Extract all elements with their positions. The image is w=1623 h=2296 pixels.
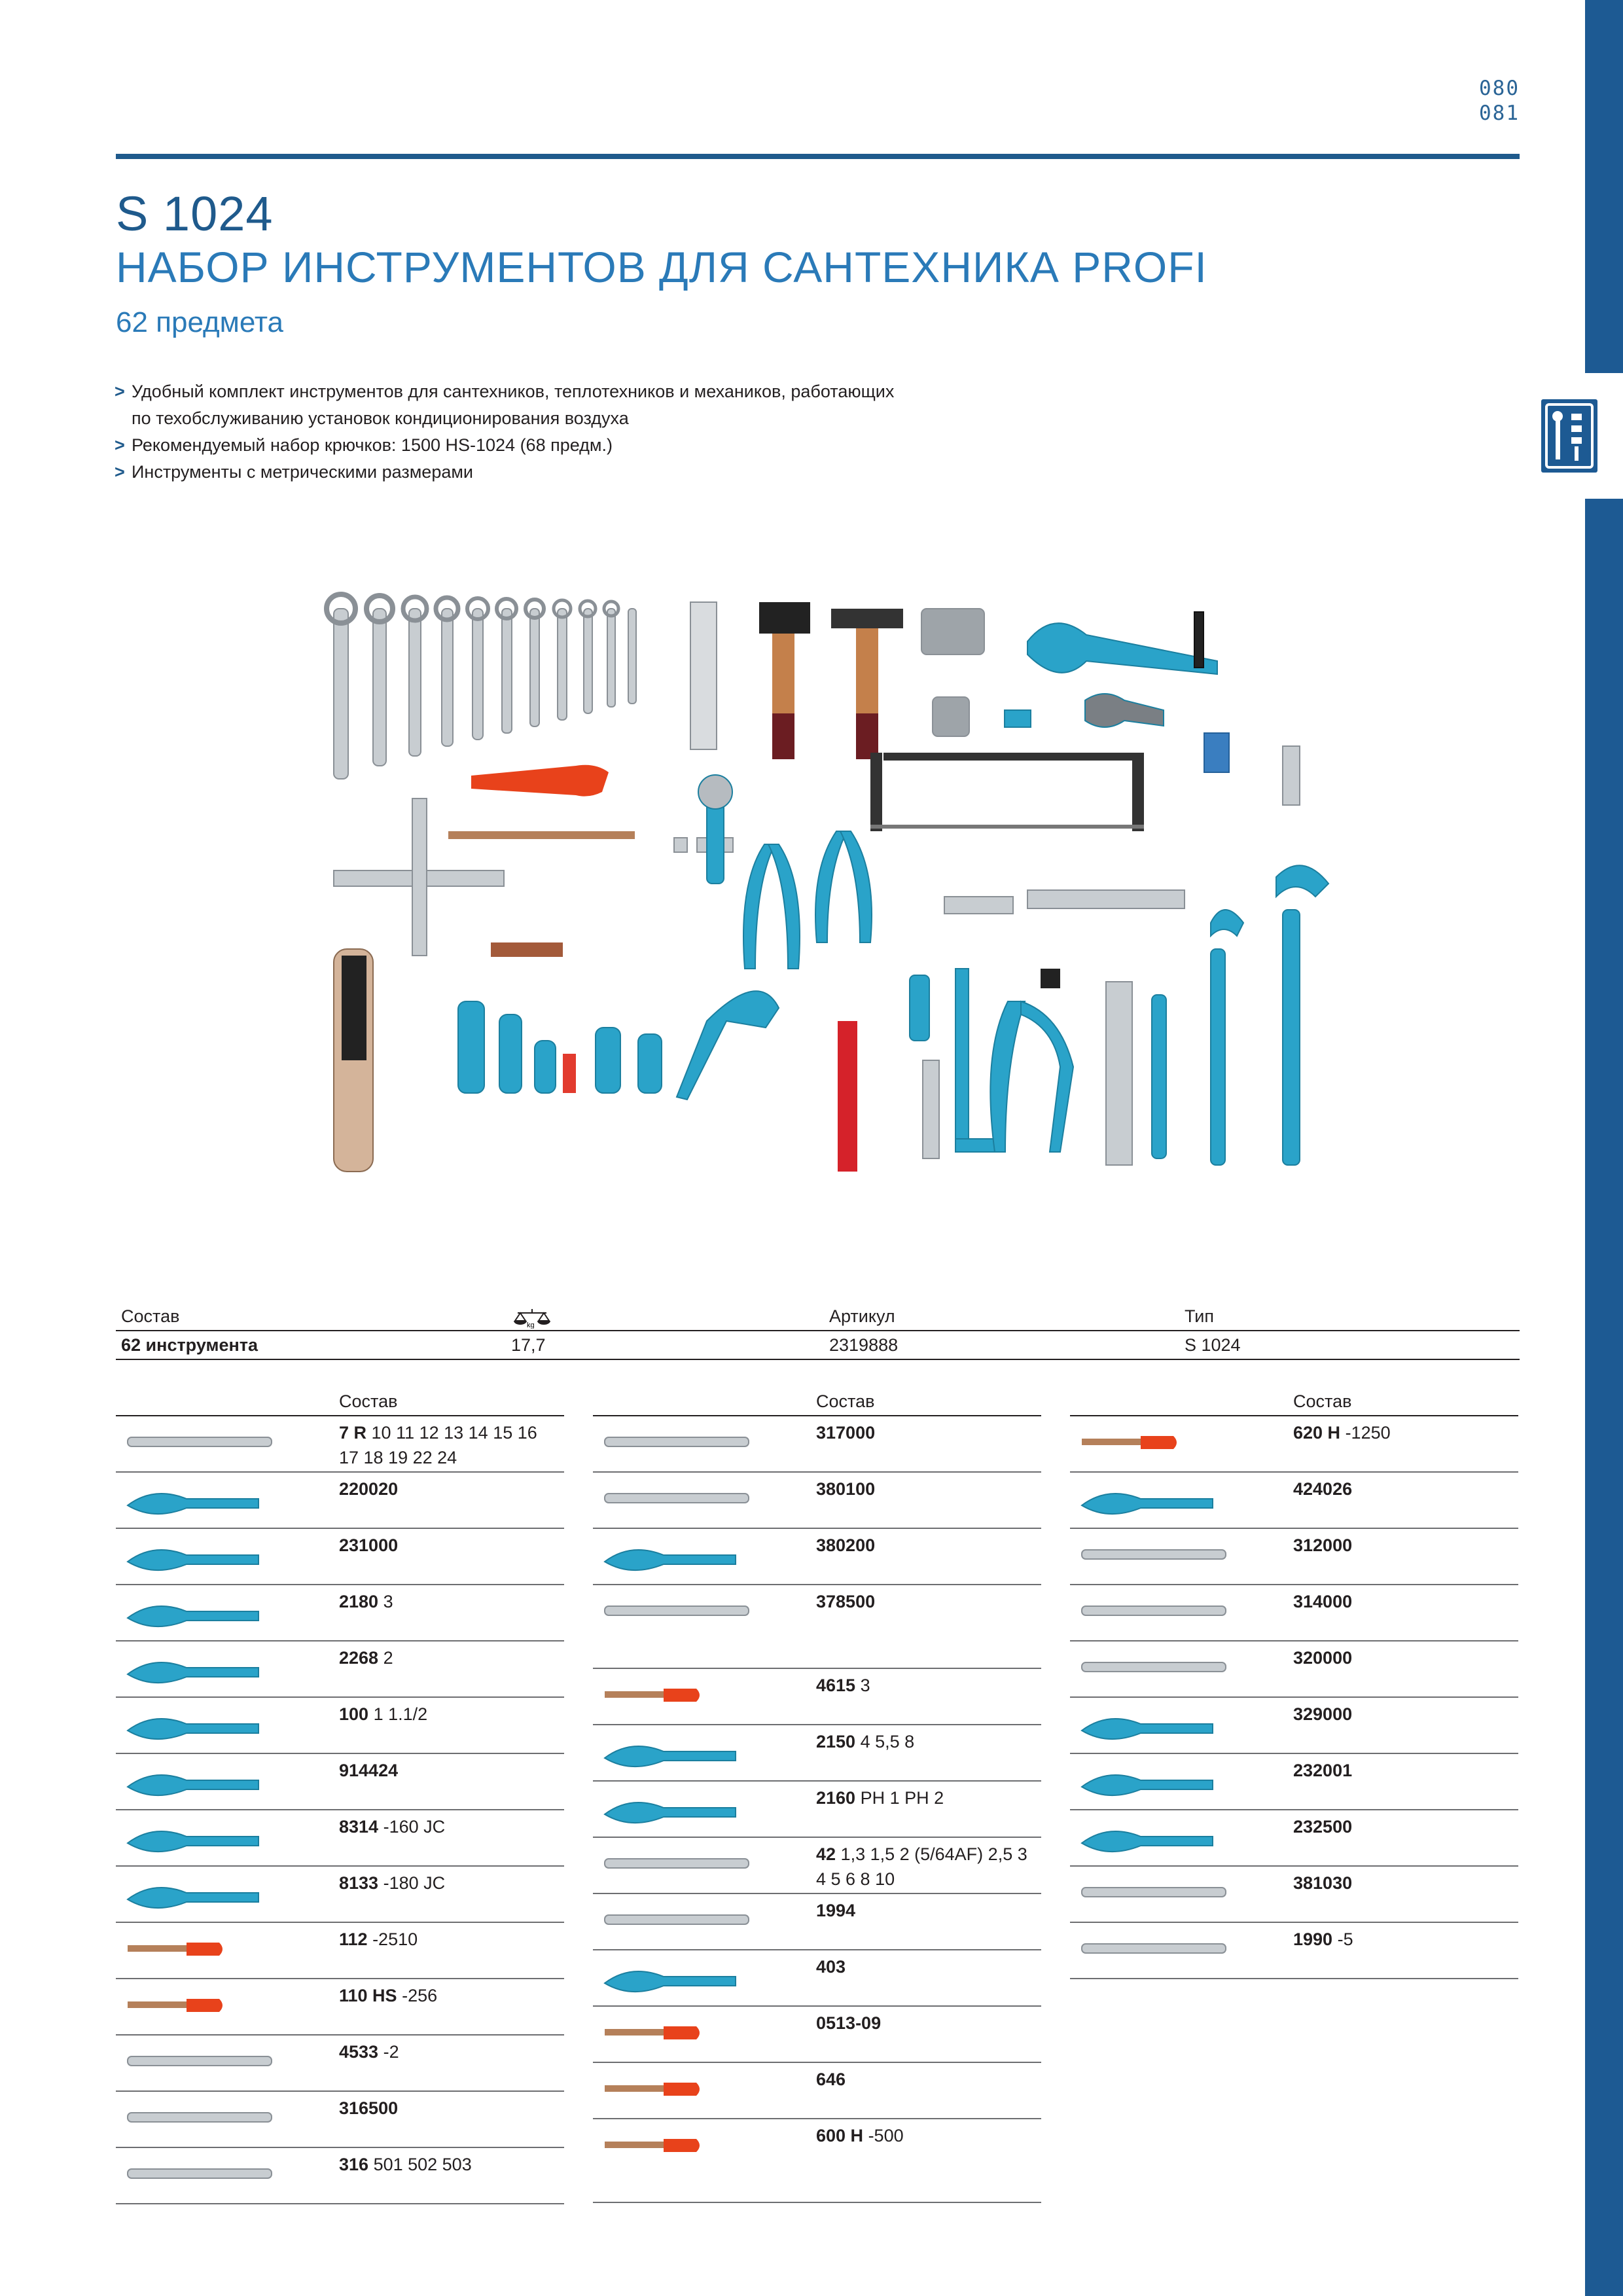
socket-set-icon [121,2098,285,2138]
needle-nose-pliers-icon [121,1873,285,1912]
composition-column-3 [1070,1388,1518,1979]
item-code-bold: 0513-09 [816,2013,882,2033]
item-code [1293,1589,1516,1614]
item-code-sizes: -5 [1332,1929,1353,1949]
item-code-sizes: -500 [863,2126,904,2145]
item-code [1293,1645,1516,1670]
item-code-bold: 2180 [339,1592,379,1611]
item-code [816,1954,1039,1979]
item-code-bold: 378500 [816,1592,876,1611]
composition-item [1070,1585,1518,1641]
item-code-bold: 316 [339,2155,369,2174]
item-code-bold: 231000 [339,1535,399,1555]
header-type: Тип [1185,1306,1215,1326]
composition-item [593,1529,1041,1585]
item-code-bold: 42 [816,1844,836,1864]
composition-item [116,1585,564,1641]
product-code: S 1024 [116,187,274,241]
ratchet-wrench-icon [121,1423,285,1462]
item-code [339,1814,562,1839]
item-code [816,1785,1039,1810]
composition-item [116,1754,564,1810]
composition-item [1070,1754,1518,1810]
item-code [816,1898,1039,1923]
item-code-sizes: PH 1 PH 2 [855,1788,944,1808]
item-code-bold: 1990 [1293,1929,1333,1949]
item-code [339,1533,562,1558]
item-code [1293,1477,1516,1501]
item-code [816,1673,1039,1698]
composition-header [1070,1388,1518,1416]
page-number-right: 081 [1479,101,1520,125]
item-code-bold: 320000 [1293,1648,1353,1668]
item-code-bold: 232001 [1293,1761,1353,1780]
composition-item [1070,1698,1518,1754]
item-code [1293,1927,1516,1952]
item-code [339,2152,562,2177]
adjustable-wrench-icon [1075,1648,1239,1687]
composition-column-1 [116,1388,564,2204]
item-code-bold: 646 [816,2070,846,2089]
punch-icon [121,1929,285,1969]
composition-item [116,2092,564,2148]
weight-kg-icon [514,1306,550,1333]
pipe-reamer-icon [1075,1592,1239,1631]
composition-item [593,2007,1041,2063]
item-code [816,1589,1039,1614]
composition-header [116,1388,564,1416]
item-code [1293,1758,1516,1783]
composition-item [593,1950,1041,2007]
item-code [339,1983,562,2008]
sidebar-band-top [1585,0,1623,373]
item-code-bold: 232500 [1293,1817,1353,1837]
feature-item: > Рекомендуемый набор крючков: 1500 HS-1024 (68 предм.) [115,432,900,459]
composition-item [593,1669,1041,1725]
composition-item [1070,1529,1518,1585]
item-code-sizes: 10 11 12 13 14 15 16 17 18 19 22 24 [339,1423,537,1467]
item-code-sizes: -2 [378,2042,399,2062]
composition-item [116,2036,564,2092]
item-code [339,1702,562,1727]
folding-rule-icon [121,2042,285,2081]
item-code-sizes: 1,3 1,5 2 (5/64AF) 2,5 3 4 5 6 8 10 [816,1844,1027,1889]
pipe-wrench-icon [121,1704,285,1744]
header-composition: Состав [121,1306,180,1326]
side-cutter-icon [121,1817,285,1856]
item-code [816,1533,1039,1558]
hammer-icon [598,2126,762,2165]
spec-table-header [116,1302,1520,1331]
item-code [816,2123,1039,2148]
item-code-bold: 7 R [339,1423,367,1443]
header-article: Артикул [829,1306,895,1326]
composition-item [116,2148,564,2204]
composition-item [116,1641,564,1698]
composition-item [593,2063,1041,2119]
page-number-left: 080 [1479,77,1520,100]
item-code-bold: 914424 [339,1761,399,1780]
composition-item [116,1529,564,1585]
pipe-cutter-icon [121,1479,285,1518]
socket-set-icon [121,2155,285,2194]
item-code-bold: 8314 [339,1817,379,1837]
item-code-bold: 381030 [1293,1873,1353,1893]
tool-set-category-icon[interactable] [1541,399,1597,473]
item-code-bold: 380100 [816,1479,876,1499]
composition-item [1070,1641,1518,1698]
composition-item [116,1867,564,1923]
item-code-bold: 312000 [1293,1535,1353,1555]
item-code-bold: 100 [339,1704,369,1724]
item-code-sizes: -160 JC [378,1817,446,1837]
extension-bar-icon [1075,1929,1239,1969]
item-code-sizes: 1 1.1/2 [368,1704,428,1724]
tube-cutter-icon [121,1592,285,1631]
item-code [816,2011,1039,2036]
item-code [816,1729,1039,1754]
item-code-bold: 220020 [339,1479,399,1499]
item-code-sizes: 4 5,5 8 [855,1732,915,1751]
item-code-bold: 380200 [816,1535,876,1555]
item-code-bold: 112 [339,1929,368,1949]
cell-article: 2319888 [829,1335,899,1355]
item-code [339,1477,562,1501]
composition-header [593,1388,1041,1416]
item-code-bold: 4533 [339,2042,379,2062]
hacksaw-icon [598,1957,762,1996]
item-code [339,2039,562,2064]
double-end-wrench-icon [598,1423,762,1462]
composition-item [116,1810,564,1867]
club-hammer-icon [1075,1423,1239,1462]
product-photo [321,583,1361,1185]
item-code-sizes: -256 [397,1986,438,2005]
item-code [816,1477,1039,1501]
item-code [339,1589,562,1614]
tube-cutter-icon [121,1535,285,1575]
deburrer-icon [1075,1761,1239,1800]
item-code [1293,1814,1516,1839]
item-code-sizes: 2 [378,1648,393,1668]
item-code-bold: 110 HS [339,1986,397,2005]
item-code [816,1842,1039,1892]
item-code-sizes: 3 [855,1676,870,1695]
item-code-bold: 2268 [339,1648,379,1668]
hex-key-icon [598,1844,762,1884]
item-code-sizes: -180 JC [378,1873,446,1893]
item-code-bold: 424026 [1293,1479,1353,1499]
feature-list [115,378,900,486]
composition-column-2 [593,1388,1041,2203]
wire-brush-icon [598,2070,762,2109]
chisel-icon [121,1986,285,2025]
feature-item: > Инструменты с метрическими размерами [115,459,900,486]
item-code-bold: 317000 [816,1423,876,1443]
pipe-shears-icon [121,1648,285,1687]
composition-item [116,1923,564,1979]
composition-item [116,1698,564,1754]
item-code [339,1871,562,1895]
cell-weight: 17,7 [511,1335,546,1355]
item-code-bold: 2160 [816,1788,856,1808]
composition-item [1070,1867,1518,1923]
deburrer-icon [1075,1817,1239,1856]
item-code [339,1420,562,1470]
item-code [1293,1871,1516,1895]
composition-item [1070,1473,1518,1529]
svg-text:kg: kg [527,1321,535,1329]
sidebar-band-bottom [1585,499,1623,2296]
screwdriver-icon [598,1732,762,1771]
item-code [816,2067,1039,2092]
item-code [1293,1533,1516,1558]
composition-item [593,2119,1041,2203]
pipe-tap-icon [1075,1535,1239,1575]
composition-item [593,1473,1041,1529]
composition-header-label: Состав [1293,1391,1352,1411]
water-pump-pliers-icon [121,1761,285,1800]
product-name: НАБОР ИНСТРУМЕНТОВ ДЛЯ САНТЕХНИКА PROFI [116,243,1207,291]
item-code-bold: 2150 [816,1732,856,1751]
item-count: 62 предмета [116,306,284,338]
item-code [1293,1702,1516,1727]
item-code [1293,1420,1516,1445]
adapter-icon [598,1479,762,1518]
composition-item [1070,1923,1518,1979]
screwdriver-icon [598,1788,762,1827]
composition-item [116,1979,564,2036]
composition-item [116,1416,564,1473]
header-rule [116,154,1520,159]
voltage-tester-icon [598,1676,762,1715]
pipe-pliers-icon [1075,1704,1239,1744]
composition-header-label: Состав [339,1391,398,1411]
item-code-bold: 1994 [816,1901,856,1920]
item-code-bold: 316500 [339,2098,399,2118]
item-code-bold: 4615 [816,1676,856,1695]
basin-wrench-icon [1075,1873,1239,1912]
item-code [339,2096,562,2121]
cell-type: S 1024 [1185,1335,1241,1355]
item-code [339,1645,562,1670]
ratchet-icon [598,1535,762,1575]
item-code-sizes: -2510 [367,1929,418,1949]
item-code-bold: 403 [816,1957,846,1977]
item-code-sizes: 3 [378,1592,393,1611]
item-code [339,1927,562,1952]
socket-icon [598,1901,762,1940]
spec-table-row [116,1331,1520,1360]
item-code-sizes: -1250 [1340,1423,1391,1443]
aviation-snips-icon [1075,1479,1239,1518]
composition-item [593,1838,1041,1894]
composition-item [593,1894,1041,1950]
feature-item: > Удобный комплект инструментов для сантехников, теплотехников и механиков, работающих по техобслуживанию установок кондиционирования воздуха [115,378,900,432]
spec-table [116,1302,1520,1360]
page-numbers [1479,76,1520,126]
cell-composition: 62 инструмента [121,1335,259,1355]
item-code [816,1420,1039,1445]
item-code-bold: 8133 [339,1873,379,1893]
composition-header-label: Состав [816,1391,875,1411]
item-code-bold: 600 H [816,2126,864,2145]
composition-item [1070,1810,1518,1867]
composition-item [593,1416,1041,1473]
item-code-bold: 314000 [1293,1592,1353,1611]
cross-wrench-icon [598,1592,762,1631]
composition-item [593,1585,1041,1669]
composition-item [116,1473,564,1529]
knife-icon [598,2013,762,2053]
composition-item [1070,1416,1518,1473]
item-code-bold: 620 H [1293,1423,1341,1443]
composition-item [593,1782,1041,1838]
composition-item [593,1725,1041,1782]
item-code [339,1758,562,1783]
item-code-sizes: 501 502 503 [368,2155,472,2174]
item-code-bold: 329000 [1293,1704,1353,1724]
